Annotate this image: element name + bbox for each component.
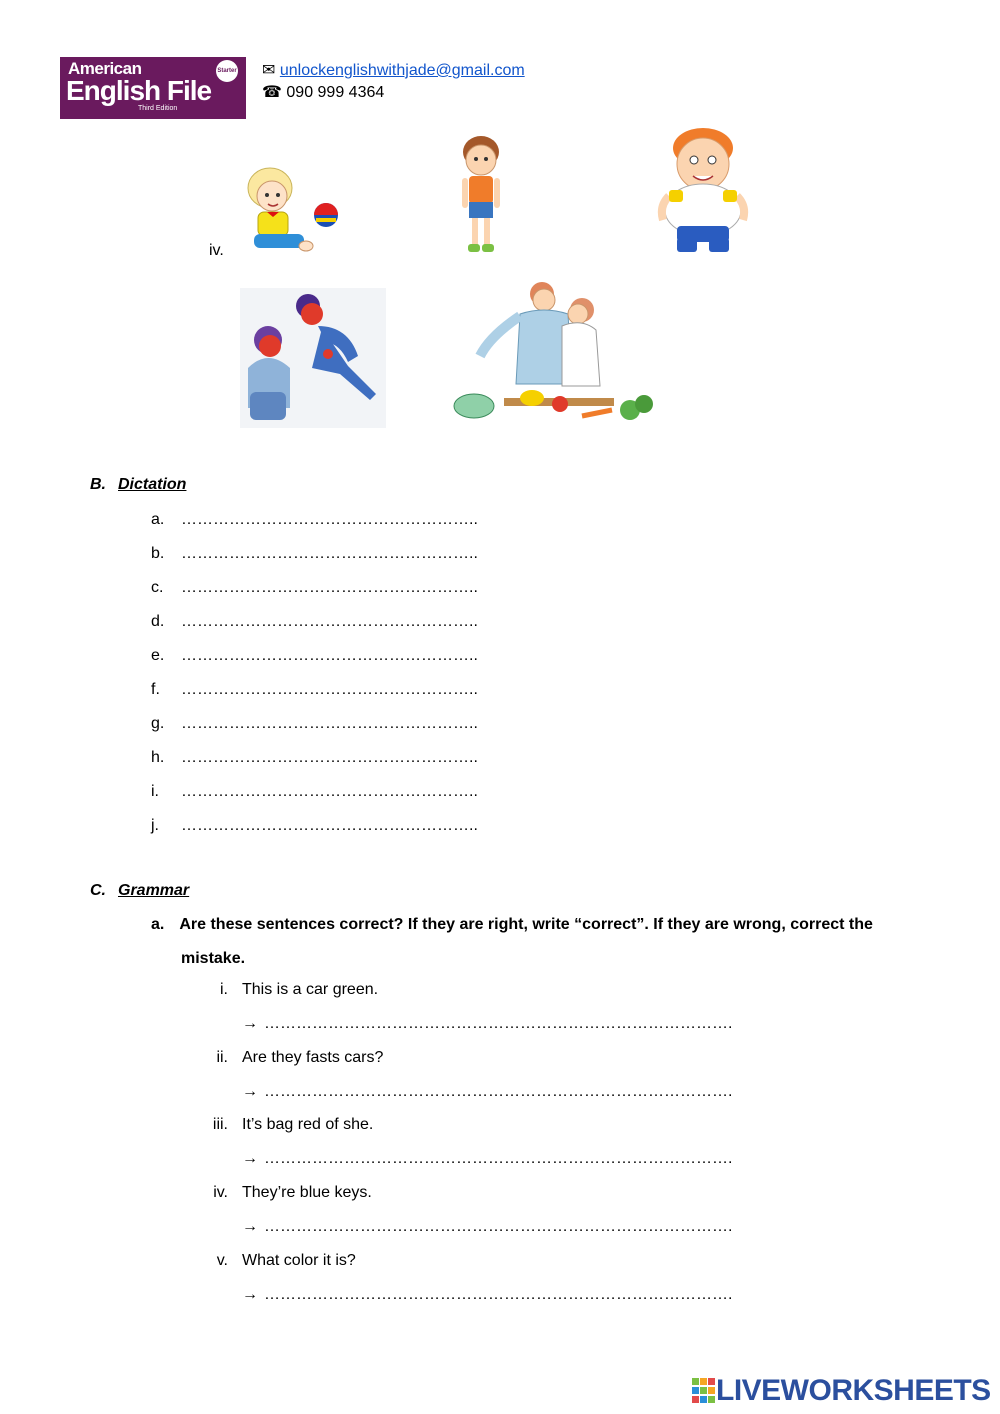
envelope-icon: ✉	[262, 62, 276, 79]
grammar-answer-blank[interactable]: …………………………………………………………………………….	[264, 1218, 733, 1236]
dictation-letter: B.	[90, 476, 106, 493]
grammar-item-label: ii.	[216, 1048, 228, 1066]
dictation-heading	[90, 476, 186, 494]
question-line1: Are these sentences correct? If they are right, write “correct”. If they are wrong, correct the	[179, 916, 873, 933]
grammar-answer-blank[interactable]: …………………………………………………………………………….	[264, 1285, 733, 1303]
dictation-item-label: b.	[151, 545, 165, 562]
logo-line3: Third Edition	[138, 105, 178, 112]
fat-boy-picture	[655, 126, 751, 256]
logo-line2: English File	[66, 75, 212, 106]
liveworksheets-brand: LIVEWORKSHEETS	[716, 1374, 991, 1407]
email-link[interactable]: unlockenglishwithjade@gmail.com	[279, 62, 525, 79]
dictation-item-label: h.	[151, 749, 165, 766]
question-label: a.	[151, 916, 165, 933]
liveworksheets-footer	[692, 1374, 991, 1408]
dictation-item-label: f.	[151, 681, 160, 698]
dictation-answer-blank[interactable]: ………………………………………………..	[181, 511, 478, 528]
dictation-item-label: j.	[151, 817, 159, 834]
dictation-answer-blank[interactable]: ………………………………………………..	[181, 715, 478, 732]
grammar-item-sentence: It’s bag red of she.	[242, 1116, 374, 1134]
arrow-icon: →	[242, 1150, 258, 1168]
dictation-item-label: a.	[151, 511, 165, 528]
grammar-item-sentence: They’re blue keys.	[242, 1184, 372, 1202]
phone-number: 090 999 4364	[286, 84, 385, 101]
question-line2: mistake.	[181, 950, 246, 967]
dictation-answer-blank[interactable]: ………………………………………………..	[181, 613, 478, 630]
arrow-icon: →	[242, 1082, 258, 1100]
grammar-answer-blank[interactable]: …………………………………………………………………………….	[264, 1150, 733, 1168]
dictation-answer-blank[interactable]: ………………………………………………..	[181, 579, 478, 596]
grammar-heading	[90, 882, 189, 900]
arrow-icon: →	[242, 1015, 258, 1032]
arrow-icon: →	[242, 1285, 258, 1303]
grammar-item-sentence: This is a car green.	[242, 981, 379, 998]
american-english-file-logo	[60, 57, 246, 119]
grammar-answer-blank[interactable]: …………………………………………………………………………….	[264, 1082, 733, 1100]
picture-label: iv.	[209, 242, 224, 259]
grammar-item-label: iii.	[212, 1116, 228, 1134]
arguing-couple-picture	[240, 288, 386, 428]
dictation-answer-blank[interactable]: ………………………………………………..	[181, 647, 478, 664]
dictation-item-label: i.	[151, 783, 159, 800]
dictation-item-label: d.	[151, 613, 165, 630]
logo-line1: American	[68, 59, 142, 78]
thin-boy-picture	[452, 134, 510, 256]
dictation-item-label: g.	[151, 715, 165, 732]
grammar-item-label: iv.	[213, 1184, 228, 1202]
arrow-icon: →	[242, 1218, 258, 1236]
dictation-item-label: c.	[151, 579, 164, 596]
dictation-answer-blank[interactable]: ………………………………………………..	[181, 749, 478, 766]
email-row	[262, 60, 525, 82]
dictation-answer-blank[interactable]: ………………………………………………..	[181, 545, 478, 562]
dictation-item-label: e.	[151, 647, 165, 664]
dictation-title: Dictation	[118, 476, 187, 493]
logo-badge: Starter	[216, 60, 238, 82]
contact-block	[262, 60, 525, 104]
dictation-answer-blank[interactable]: ………………………………………………..	[181, 783, 478, 800]
grammar-item-label: i.	[220, 981, 228, 998]
grammar-answer-blank[interactable]: …………………………………………………………………………….	[264, 1015, 733, 1032]
telephone-icon: ☎	[262, 84, 282, 101]
grammar-item-sentence: Are they fasts cars?	[242, 1048, 384, 1066]
grammar-title: Grammar	[118, 882, 190, 899]
hugging-couple-cooking-picture	[452, 276, 664, 428]
grammar-item-sentence: What color it is?	[242, 1251, 356, 1269]
grammar-letter: C.	[90, 882, 106, 899]
dictation-answer-blank[interactable]: ………………………………………………..	[181, 681, 478, 698]
dictation-answer-blank[interactable]: ………………………………………………..	[181, 817, 478, 834]
liveworksheets-icon	[692, 1378, 716, 1404]
grammar-item-label: v.	[216, 1251, 228, 1269]
baby-ball-picture	[240, 160, 342, 258]
phone-row	[262, 82, 525, 104]
grammar-question	[151, 908, 911, 976]
